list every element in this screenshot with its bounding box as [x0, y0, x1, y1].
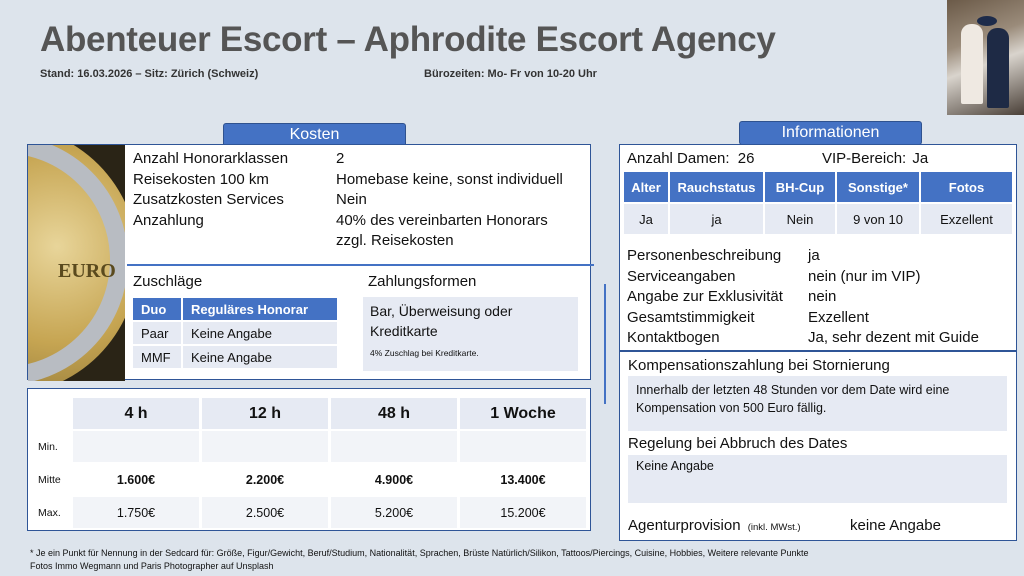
provision-row — [628, 516, 801, 539]
zahlung-text: Bar, Überweisung oder Kreditkarte — [370, 303, 513, 339]
kompensation-box: Innerhalb der letzten 48 Stunden vor dem Date wird eine Kompensation von 500 Euro fällig. — [628, 376, 1007, 431]
provision-value: keine Angabe — [850, 517, 941, 534]
photo-credits: Fotos Immo Wegmann und Paris Photographer auf Unsplash — [30, 561, 274, 571]
price-row-label: Min. — [38, 440, 58, 453]
detail-label: Personenbeschreibung — [627, 247, 782, 264]
table-row — [36, 398, 586, 429]
table-row — [624, 204, 1012, 234]
price-cell: 15.200€ — [460, 497, 586, 528]
vertical-divider — [604, 284, 606, 404]
table-row — [133, 346, 337, 368]
price-table — [33, 396, 589, 530]
price-cell — [202, 431, 328, 462]
euro-coin-image: EURO — [28, 145, 125, 381]
kosten-value: 40% des vereinbarten Honorars — [336, 211, 548, 229]
price-cell — [73, 431, 199, 462]
divider — [127, 264, 594, 266]
price-cell: 4.900€ — [331, 464, 457, 495]
table-cell: MMF — [141, 349, 171, 365]
provision-small: (inkl. MWst.) — [747, 522, 801, 533]
detail-label: Serviceangaben — [627, 267, 736, 285]
anzahl-damen: Anzahl Damen: 26 — [627, 150, 755, 167]
kosten-value: 2 — [336, 150, 345, 167]
price-cell: 1.600€ — [73, 464, 199, 495]
kosten-values — [336, 149, 563, 252]
price-cell: 2.200€ — [202, 464, 328, 495]
table-header-cell: Reguläres Honorar — [191, 301, 309, 317]
table-cell: Exzellent — [940, 211, 993, 227]
table-header-cell: BH-Cup — [775, 179, 825, 195]
kosten-label: Reisekosten 100 km — [133, 170, 269, 188]
table-row — [133, 298, 337, 320]
detail-label: Gesamtstimmigkeit — [627, 308, 755, 326]
table-header-cell: Fotos — [948, 179, 985, 195]
table-cell: Ja — [639, 211, 653, 227]
zahlung-box — [363, 297, 578, 371]
price-cell: 2.500€ — [202, 497, 328, 528]
table-cell: ja — [711, 211, 722, 227]
footnote: * Je ein Punkt für Nennung in der Sedcard für: Größe, Figur/Gewicht, Beruf/Studium, Nationalität, Sprachen, Brüste Natürlich/Silikon, Tattoos/Piercings, Cuisine, Hobbies, Weitere relevante Punkte — [30, 548, 809, 558]
detail-label: Kontaktbogen — [627, 329, 720, 346]
detail-value: nein (nur im VIP) — [808, 267, 921, 285]
zahlung-note: 4% Zuschlag bei Kreditkarte. — [370, 348, 479, 358]
price-row-label: Max. — [38, 506, 61, 519]
zuschlaege-title: Zuschläge — [133, 273, 203, 290]
kosten-label: Anzahl Honorarklassen — [133, 150, 289, 167]
kompensation-title: Kompensationszahlung bei Stornierung — [628, 357, 890, 374]
price-cell: 5.200€ — [331, 497, 457, 528]
table-header-cell: Alter — [631, 179, 661, 195]
price-column-header: 48 h — [331, 398, 457, 429]
couple-photo — [947, 0, 1024, 115]
table-row — [36, 497, 586, 528]
table-cell: Keine Angabe — [191, 349, 272, 365]
kosten-label: Anzahlung — [133, 211, 204, 229]
provision-label: Agenturprovision — [628, 517, 741, 534]
price-row-label: Mitte — [38, 473, 61, 486]
detail-value: nein — [808, 288, 837, 305]
detail-value: Ja, sehr dezent mit Guide — [808, 329, 979, 346]
price-column-header: 12 h — [202, 398, 328, 429]
price-column-header: 4 h — [73, 398, 199, 429]
price-column-header: 1 Woche — [460, 398, 586, 429]
detail-values — [808, 246, 979, 349]
stand-info: Stand: 16.03.2026 – Sitz: Zürich (Schweiz) — [40, 68, 259, 80]
table-header-cell: Rauchstatus — [677, 179, 756, 195]
info-table — [622, 170, 1014, 236]
kosten-labels — [133, 149, 288, 231]
zahlung-title: Zahlungsformen — [368, 273, 477, 290]
detail-labels — [627, 246, 783, 349]
table-cell: Paar — [141, 325, 169, 341]
kosten-value: Homebase keine, sonst individuell — [336, 170, 563, 188]
detail-value: ja — [808, 247, 820, 264]
table-row — [36, 431, 586, 462]
kosten-label: Zusatzkosten Services — [133, 191, 284, 208]
informationen-pill: Informationen — [739, 121, 922, 145]
page-title: Abenteuer Escort – Aphrodite Escort Agency — [40, 20, 776, 59]
kosten-pill: Kosten — [223, 123, 406, 147]
table-row — [624, 172, 1012, 202]
table-cell: Nein — [786, 211, 814, 227]
zuschlaege-table — [131, 296, 339, 370]
detail-value: Exzellent — [808, 308, 869, 326]
table-row — [133, 322, 337, 344]
detail-label: Angabe zur Exklusivität — [627, 288, 783, 305]
price-cell: 13.400€ — [460, 464, 586, 495]
kosten-value: zzgl. Reisekosten — [336, 232, 454, 249]
table-header-cell: Sonstige* — [848, 179, 908, 195]
price-cell — [331, 431, 457, 462]
table-cell: 9 von 10 — [853, 211, 903, 227]
abbruch-box: Keine Angabe — [628, 455, 1007, 503]
kosten-value: Nein — [336, 191, 367, 208]
vip-bereich: VIP-Bereich: Ja — [822, 150, 929, 167]
table-header-cell: Duo — [141, 301, 167, 317]
table-cell: Keine Angabe — [191, 325, 272, 341]
price-cell: 1.750€ — [73, 497, 199, 528]
office-hours: Bürozeiten: Mo- Fr von 10-20 Uhr — [424, 68, 597, 80]
abbruch-title: Regelung bei Abbruch des Dates — [628, 435, 848, 452]
table-row — [36, 464, 586, 495]
price-cell — [460, 431, 586, 462]
